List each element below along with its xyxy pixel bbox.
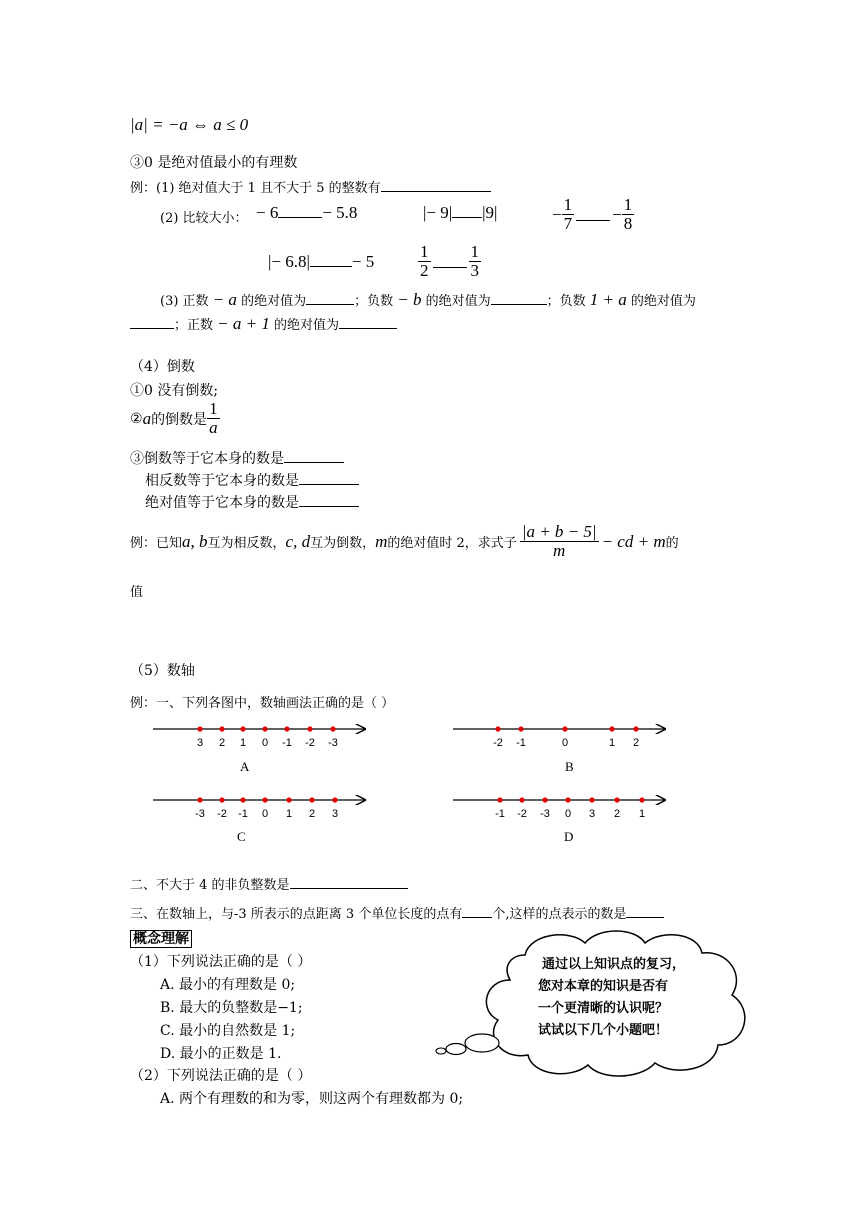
concept-heading [130,928,192,948]
recip-l2-mid: 的倒数是 [151,411,208,428]
cloud-bubble-large [465,1034,499,1052]
ex2-tail: − cd + m [601,531,666,551]
tick-label: 3 [588,808,596,820]
q3-f: 的绝对值为 [630,294,696,309]
cloud-line-2: 您对本章的知识是否有 [538,979,669,994]
answer-blank[interactable] [626,905,664,918]
tick-dot [565,797,570,802]
q3-d: 的绝对值为 [425,294,491,309]
tick-label: 2 [218,737,226,749]
recip-l3-text: ③倒数等于它本身的数是 [130,451,284,467]
option-label-B: B [565,759,574,774]
cloud-bubble-small [436,1048,446,1054]
q3-e: ；负数 [546,294,586,309]
tick-dot [497,797,502,802]
cloud-line-1: 通过以上知识点的复习， [542,957,686,972]
frac-num: 1 [623,195,633,214]
ex2-t3: 的绝对值时 2，求式子 [387,536,517,551]
concept-q2-opt-a: A. 两个有理数的和为零，则这两个有理数都为 0; [160,1091,464,1107]
frac-num: 1 [209,399,218,418]
tick-dot [286,797,291,802]
abs-rule-rhs: = −a ⇔ a ≤ 0 [152,115,249,134]
numline-title: （5）数轴 [130,663,195,679]
numberline-C[interactable] [153,797,365,820]
answer-blank[interactable] [290,876,408,889]
frac-num: |a + b − 5| [521,522,597,541]
q3-g: ；正数 [174,318,214,333]
frac-den: m [553,541,566,560]
frac-num: 1 [420,242,429,261]
cmp3-sign: − [552,204,562,224]
q3-c-expr: − b [397,290,422,309]
tick-dot [284,726,289,731]
frac-den: 8 [623,214,633,233]
option-label-A: A [240,759,250,774]
numberline-B[interactable] [453,726,665,749]
answer-blank[interactable] [462,905,492,918]
q-three-a: 三、在数轴上，与-3 所表示的点距离 3 个单位长度的点有 [130,907,463,922]
recip-title: （4）倒数 [130,359,195,375]
q3-a: (3) 正数 [160,294,209,309]
recip-l1: ①0 没有倒数; [130,383,219,399]
tick-dot [519,797,524,802]
recip-l2-pre: ② [130,410,143,427]
tick-label: 1 [285,808,293,820]
q3-h: 的绝对值为 [274,318,340,333]
thought-cloud [430,925,780,1085]
ex2-m: m [375,531,388,551]
recip-l4-text: 相反数等于它本身的数是 [145,473,299,489]
concept-q1-opt-d: D. 最小的正数是 1. [160,1046,282,1062]
concept-heading-text: 概念理解 [130,930,192,948]
tick-label: 1 [608,737,616,749]
tick-label: -3 [195,808,205,820]
tick-label: -2 [305,737,315,749]
tick-dot [639,797,644,802]
tick-dot [609,726,614,731]
cmp2-right: |9| [482,203,498,222]
recip-l5-text: 绝对值等于它本身的数是 [145,495,299,511]
option-label-C: C [237,829,246,844]
frac-den: 3 [470,261,479,280]
tick-dot [240,726,245,731]
tick-dot [197,797,202,802]
cmp4-left: |− 6.8| [268,252,310,271]
tick-label: 0 [561,737,569,749]
tick-dot [219,726,224,731]
q3-a-expr: − a [212,290,237,309]
tick-dot [542,797,547,802]
cmp4-right: − 5 [351,252,375,271]
frac-den: 7 [563,214,573,233]
cloud-line-4: 试试以下几个小题吧！ [538,1023,669,1038]
tick-label: -1 [516,737,526,749]
tick-label: 1 [239,737,247,749]
tick-dot [197,726,202,731]
numline-question: 例：一、下列各图中，数轴画法正确的是（ ） [130,696,395,711]
tick-dot [332,797,337,802]
ex2-cd: c, d [285,531,311,551]
q-three [130,903,664,922]
cmp3-sign2: − [612,204,622,224]
concept-q2: （2）下列说法正确的是（ ） [130,1068,312,1084]
tick-label: 3 [331,808,339,820]
concept-q1: （1）下列说法正确的是（ ） [130,954,312,970]
tick-label: 2 [308,808,316,820]
ex2-ab: a, b [182,531,208,551]
tick-dot [562,726,567,731]
cloud-line-3: 一个更清晰的认识呢？ [538,1001,669,1016]
concept-q1-opt-b: B. 最大的负整数是−1; [160,1000,303,1016]
ex2-t1: 互为相反数， [207,536,286,551]
cmp1-right: − 5.8 [322,203,358,222]
q3-e-expr: 1 + a [589,290,627,309]
concept-q1-opt-c: C. 最小的自然数是 1; [160,1023,296,1039]
numberline-A[interactable] [153,726,365,749]
tick-label: -3 [540,808,550,820]
abs-rule-lhs: |a| [130,115,148,134]
tick-dot [240,797,245,802]
tick-dot [307,726,312,731]
tick-label: 0 [261,808,269,820]
tick-label: 1 [638,808,646,820]
tick-label: -2 [217,808,227,820]
tick-dot [309,797,314,802]
tick-label: 3 [196,737,204,749]
tick-dot [614,797,619,802]
ex2-t5: 值 [130,585,144,600]
tick-label: -2 [517,808,527,820]
concept-q1-opt-a: A. 最小的有理数是 0; [160,977,296,993]
q-three-b: 个,这样的点表示的数是 [492,907,627,922]
tick-dot [262,797,267,802]
frac-den: a [209,418,218,437]
ex1-q1-text: 例：(1) 绝对值大于 1 且不大于 5 的整数有 [130,181,381,196]
q-two [130,874,408,893]
cmp2-left: |− 9| [423,203,453,222]
option-label-D: D [564,829,574,844]
tick-label: 0 [564,808,572,820]
q3-c: ；负数 [354,294,394,309]
tick-dot [518,726,523,731]
tick-dot [219,797,224,802]
ex2-pre: 例：已知 [130,536,183,551]
ex2-t2: 互为倒数， [310,536,376,551]
frac-num: 1 [470,242,479,261]
cmp1-left: − 6 [256,203,279,222]
cloud-bubble-medium [446,1044,466,1055]
tick-label: 0 [261,737,269,749]
tick-label: 2 [613,808,621,820]
q-two-text: 二、不大于 4 的非负整数是 [130,878,290,893]
tick-dot [589,797,594,802]
tick-label: -1 [238,808,248,820]
tick-dot [495,726,500,731]
tick-label: -1 [282,737,292,749]
zero-line: ③0 是绝对值最小的有理数 [130,155,298,171]
q3-b: 的绝对值为 [241,294,307,309]
recip-l2-var: a [142,408,152,428]
q3-g-expr: − a + 1 [217,314,270,333]
tick-label: -1 [495,808,505,820]
ex2-t4: 的 [665,536,679,551]
numberline-D[interactable] [453,797,665,820]
tick-dot [262,726,267,731]
tick-label: 2 [632,737,640,749]
tick-dot [633,726,638,731]
ex1-q2-label: (2) 比较大小： [160,211,248,226]
tick-label: -2 [493,737,503,749]
frac-den: 2 [420,261,429,280]
tick-label: -3 [328,737,338,749]
frac-num: 1 [563,195,573,214]
tick-dot [330,726,335,731]
